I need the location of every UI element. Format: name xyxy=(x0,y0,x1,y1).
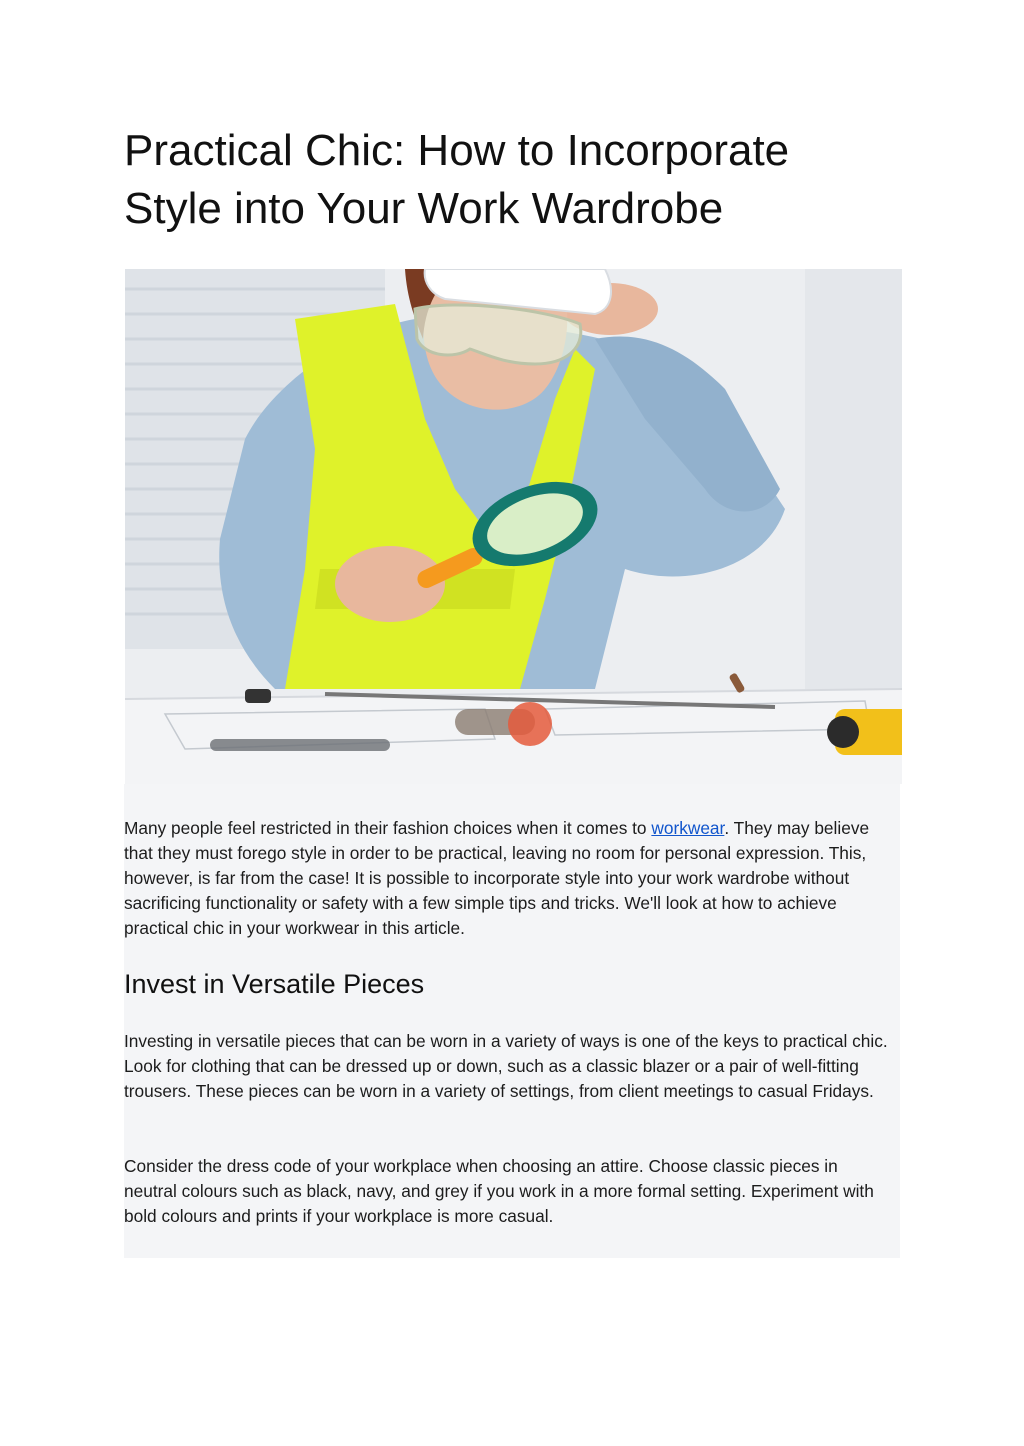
workwear-link[interactable]: workwear xyxy=(651,818,725,838)
article-title xyxy=(124,122,884,238)
section-paragraph-2: Consider the dress code of your workplace when choosing an attire. Choose classic pieces in neutral colours such as black, navy, and grey if you work in a more formal setting. Experiment with bold colours and prints if your workplace is more casual. xyxy=(124,1156,874,1226)
intro-text-after-link: . They may believe that they must forego style in order to be practical, leaving no room for personal expression. This, however, is far from the case! It is possible to incorporate style into your work wardrobe without sacrificing functionality or safety with a few simple tips and tricks. We'll look at how to achieve practical chic in your workwear in this article. xyxy=(124,818,870,938)
intro-text-before-link: Many people feel restricted in their fashion choices when it comes to xyxy=(124,818,652,838)
section-paragraph-1: Investing in versatile pieces that can be worn in a variety of ways is one of the keys to practical chic. Look for clothing that can be dressed up or down, such as a classic blazer or a pair of well-fitting trousers. These pieces can be worn in a variety of settings, from client meetings to casual Fridays. xyxy=(124,1031,888,1101)
title-line-1: Practical Chic: How to Incorporate xyxy=(124,126,790,175)
hero-image-worker-with-magnifier xyxy=(125,269,902,784)
title-line-2: Style into Your Work Wardrobe xyxy=(124,184,724,233)
intro-paragraph xyxy=(124,816,894,941)
section-heading: Invest in Versatile Pieces xyxy=(124,969,425,999)
